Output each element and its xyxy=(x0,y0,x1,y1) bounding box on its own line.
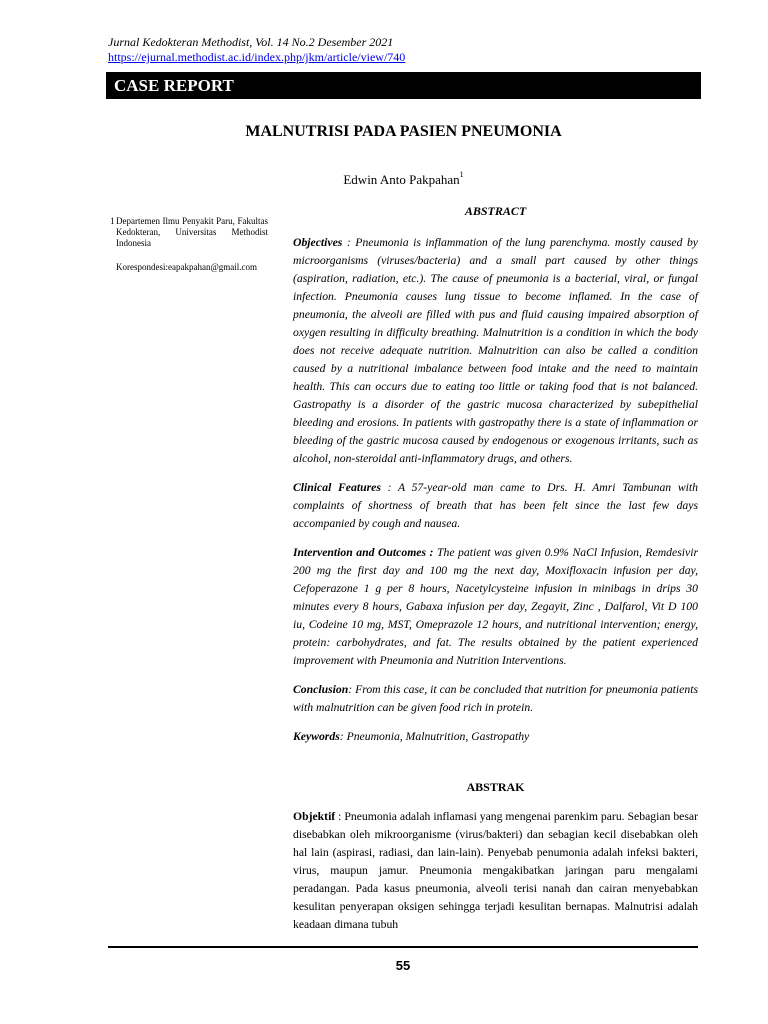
abstract-keywords xyxy=(293,728,698,746)
section-banner xyxy=(106,72,701,99)
section-text: : From this case, it can be concluded that nutrition for pneumonia patients with malnutrition can be given food rich in protein. xyxy=(293,683,698,714)
section-label: Intervention and Outcomes : xyxy=(293,546,434,559)
affiliation-text: Departemen Ilmu Penyakit Paru, Fakultas Kedokteran, Universitas Methodist Indonesia xyxy=(116,216,268,248)
section-text: : Pneumonia, Malnutrition, Gastropathy xyxy=(339,730,530,743)
author-affiliation-marker: 1 xyxy=(459,170,464,179)
section-label: Conclusion xyxy=(293,683,349,696)
abstract-objectives xyxy=(293,234,698,468)
section-text: : Pneumonia is inflammation of the lung parenchyma. mostly caused by microorganisms (viruses/bacteria) and a small part caused by other things (aspiration, radiation, etc.). The cause of pneumonia is a bacterial, viral, or fungal infection. Pneumonia causes lung tissue to become inflamed. In the case of pneumonia, the alveoli are filled with pus and fluid causing impaired absorption of oxygen resulting in difficulty breathing. Malnutrition is a condition in which the body does not receive adequate nutrition. Malnutrition can also be called a condition caused by a nutritional imbalance between food intake and the need to maintain health. This can occurs due to eating too little or taking food that is not balanced. Gastropathy is a disorder of the gastric mucosa characterized by subepithelial bleeding and erosions. In patients with gastropathy there is a state of inflammation or bleeding of the gastric mucosa caused by endogenous or exogenous irritants, such as alcohol, non-steroidal anti-inflammatory drugs, and others. xyxy=(293,236,698,465)
section-text: The patient was given 0.9% NaCl Infusion, Remdesivir 200 mg the first day and 100 mg the next day, Moxifloxacin infusion per day, Cefoperazone 1 g per 8 hours, Nacetylcysteine infusion in minibags in drips 30 minutes every 8 hours, Gabaxa infusion per day, Zegayit, Zinc , Dalfarol, Vit D 100 iu, Codeine 10 mg, MST, Omeprazole 12 hours, and nutritional intervention; energy, protein: carbohydrates, and fat. The results obtained by the patient experienced improvement with Pneumonia and Nutrition Interventions. xyxy=(293,546,698,667)
banner-label: CASE REPORT xyxy=(114,76,234,95)
page-number: 55 xyxy=(395,958,411,973)
article-title: MALNUTRISI PADA PASIEN PNEUMONIA xyxy=(245,123,562,140)
author-name: Edwin Anto Pakpahan xyxy=(343,172,460,187)
abstrak-heading: ABSTRAK xyxy=(466,780,525,794)
abstract-intervention-outcomes xyxy=(293,544,698,670)
section-text: : A 57-year-old man came to Drs. H. Amri Tambunan with complaints of shortness of breath that has been felt since the last few days accompanied by cough and nausea. xyxy=(293,481,698,530)
journal-citation: Jurnal Kedokteran Methodist, Vol. 14 No.2 Desember 2021 xyxy=(108,35,394,49)
correspondence-email: Korespondesi:eapakpahan@gmail.com xyxy=(116,262,257,272)
abstract-heading: ABSTRACT xyxy=(464,204,527,218)
abstract-body xyxy=(293,234,698,757)
abstract-conclusion xyxy=(293,681,698,717)
affiliation-number: 1 xyxy=(110,216,115,226)
section-label: Keywords xyxy=(293,730,340,743)
abstrak-objektif xyxy=(293,808,698,934)
section-label: Objectives xyxy=(293,236,343,249)
affiliation-entry xyxy=(110,216,268,249)
abstract-clinical-features xyxy=(293,479,698,533)
affiliation-block xyxy=(110,216,268,273)
section-text: : Pneumonia adalah inflamasi yang mengenai parenkim paru. Sebagian besar disebabkan oleh mikroorganisme (virus/bakteri) dan sebagian kecil disebabkan oleh hal lain (aspirasi, radiasi, dan lain-lain). Penyebab penumonia adalah infeksi bakteri, virus, maupun jamur. Pneumonia mengakibatkan jaringan paru mengalami peradangan. Pada kasus pneumonia, alveoli terisi nanah dan cairan menyebabkan kesulitan penyerapan oksigen sehingga terjadi kesulitan bernapas. Malnutrisi adalah keadaan dimana tubuh xyxy=(293,810,698,931)
section-label: Objektif xyxy=(293,810,336,823)
author-line xyxy=(106,172,701,188)
section-label: Clinical Features xyxy=(293,481,381,494)
article-url-link[interactable]: https://ejurnal.methodist.ac.id/index.php/jkm/article/view/740 xyxy=(108,50,406,64)
footer-divider xyxy=(108,946,698,948)
